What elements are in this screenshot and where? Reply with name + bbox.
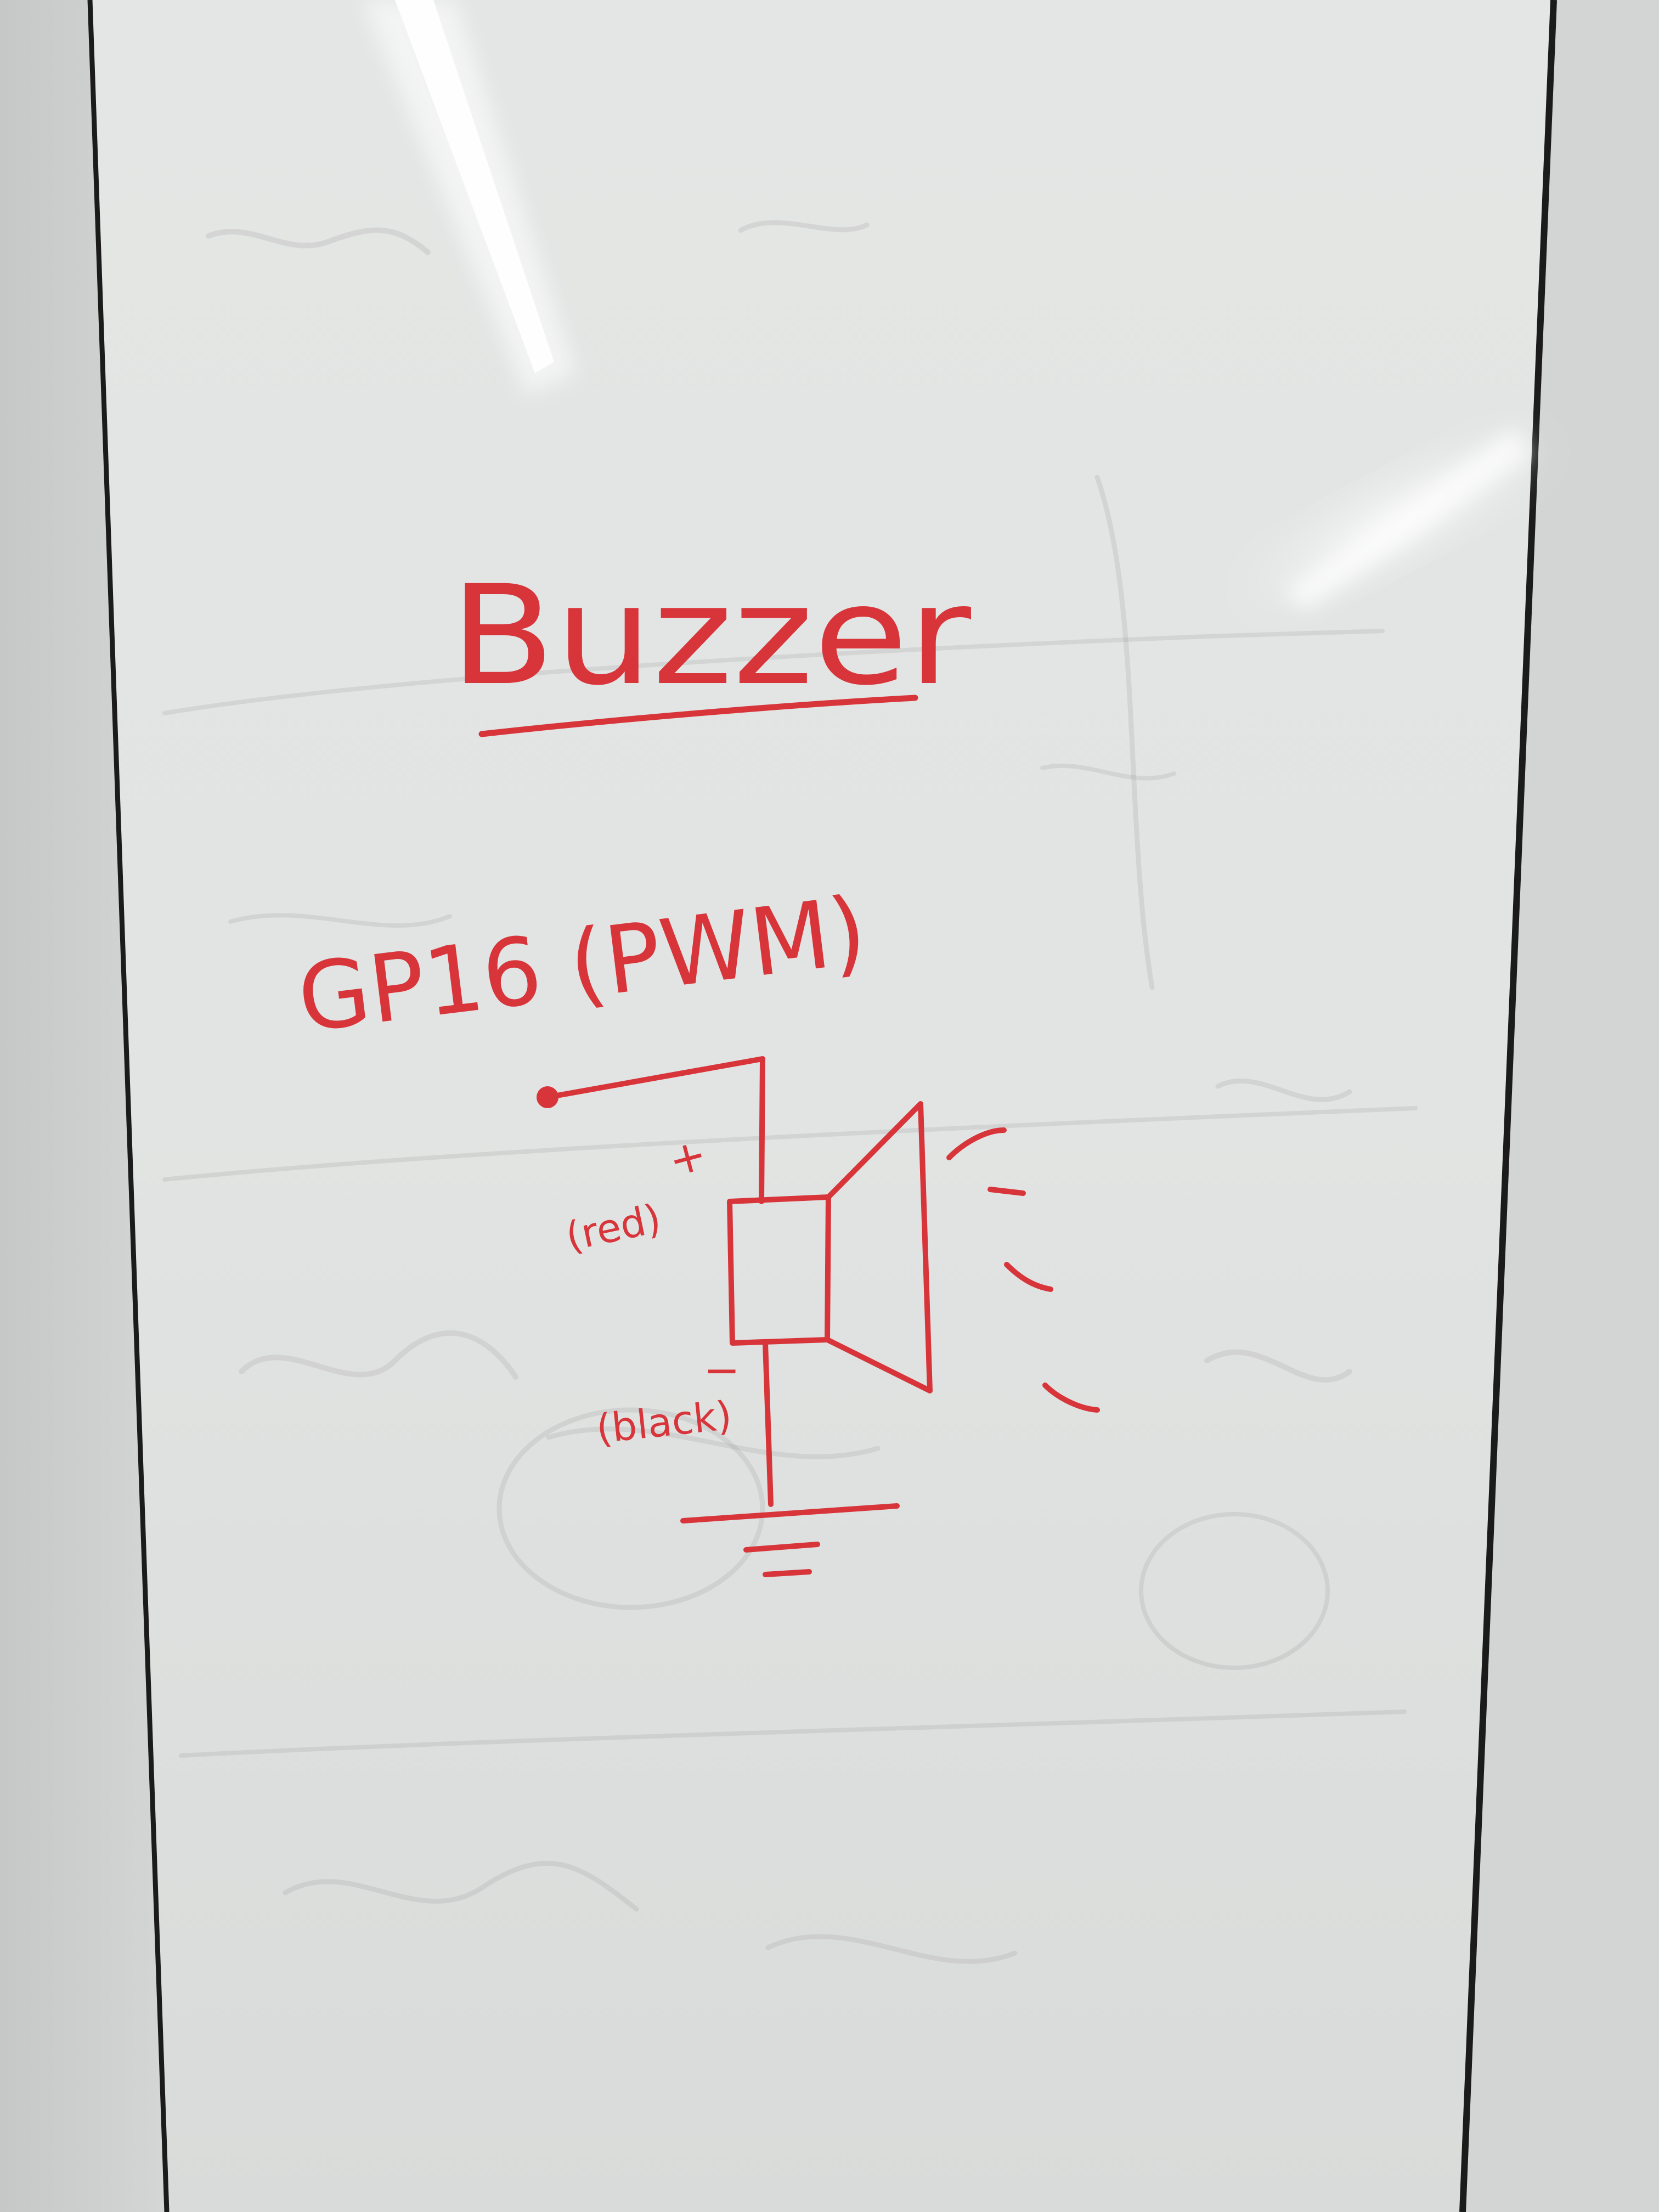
negative-wire-label: (black) bbox=[594, 1392, 734, 1452]
negative-sign: − bbox=[703, 1345, 741, 1396]
diagram-title: Buzzer bbox=[450, 556, 972, 715]
positive-sign: + bbox=[663, 1128, 712, 1187]
main-board-panel bbox=[91, 0, 1553, 2212]
positive-wire-label: (red) bbox=[562, 1195, 665, 1260]
pin-label: GP16 (PWM) bbox=[292, 875, 880, 1054]
